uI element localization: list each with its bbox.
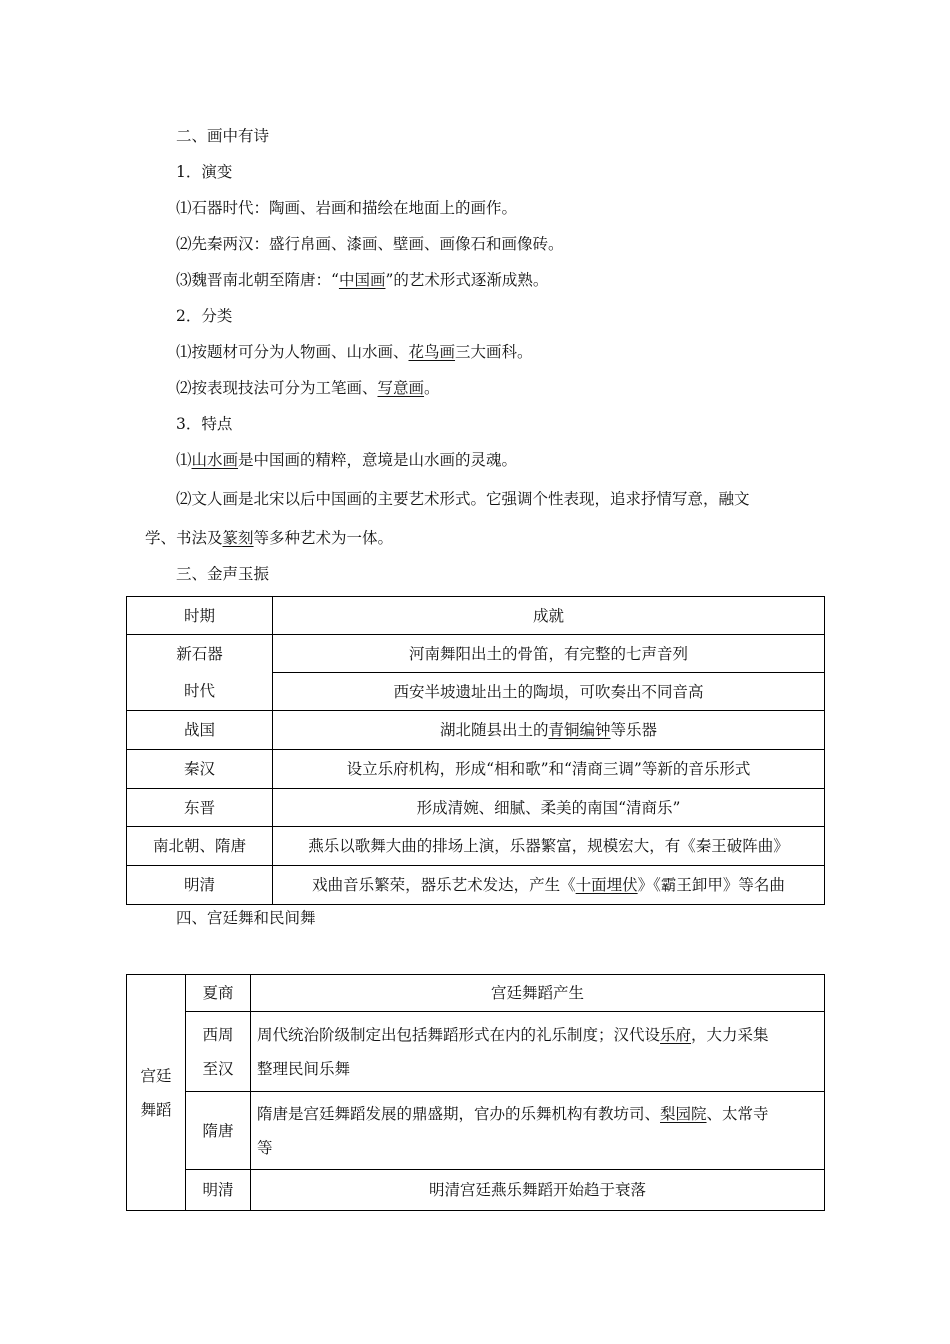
underlined-term: 梨园院 bbox=[660, 1104, 707, 1123]
underlined-term: 花鸟画 bbox=[408, 343, 456, 361]
underlined-term: 写意画 bbox=[377, 379, 425, 397]
description-cell: 隋唐是宫廷舞蹈发展的鼎盛期，官办的乐舞机构有教坊司、梨园院、太常寺 等 bbox=[251, 1092, 825, 1170]
court-dance-table bbox=[126, 974, 825, 1211]
table-row bbox=[127, 789, 825, 827]
paragraph-landscape: ⑴山水画是中国画的精粹，意境是山水画的灵魂。 bbox=[176, 451, 518, 469]
period-cell: 隋唐 bbox=[186, 1092, 251, 1170]
paragraph-literati-line2: 学、书法及篆刻等多种艺术为一体。 bbox=[145, 529, 394, 547]
paragraph-qin-han: ⑵先秦两汉：盛行帛画、漆画、壁画、画像石和画像砖。 bbox=[176, 235, 564, 253]
paragraph-stone-age: ⑴石器时代：陶画、岩画和描绘在地面上的画作。 bbox=[176, 199, 518, 217]
achievement-cell: 燕乐以歌舞大曲的排场上演，乐器繁富，规模宏大，有《秦王破阵曲》 bbox=[273, 827, 825, 866]
underlined-term: 乐府 bbox=[660, 1025, 692, 1044]
table-row bbox=[127, 1092, 825, 1170]
table-row bbox=[127, 750, 825, 789]
table-row bbox=[127, 1012, 825, 1092]
description-cell: 周代统治阶级制定出包括舞蹈形式在内的礼乐制度；汉代设乐府，大力采集 整理民间乐舞 bbox=[251, 1012, 825, 1092]
period-cell: 秦汉 bbox=[127, 750, 273, 789]
underlined-term: 十面埋伏 bbox=[575, 876, 638, 894]
music-history-table bbox=[126, 596, 825, 905]
header-period: 时期 bbox=[127, 597, 273, 635]
header-achievement: 成就 bbox=[273, 597, 825, 635]
underlined-term: 青铜编钟 bbox=[548, 721, 611, 739]
period-cell: 明清 bbox=[186, 1170, 251, 1211]
achievement-cell: 形成清婉、细腻、柔美的南国“清商乐” bbox=[273, 789, 825, 827]
table-header-row bbox=[127, 597, 825, 635]
subheading-evolution: 1．演变 bbox=[176, 163, 233, 181]
period-cell: 明清 bbox=[127, 866, 273, 905]
period-cell: 战国 bbox=[127, 711, 273, 750]
paragraph-literati-line1: ⑵文人画是北宋以后中国画的主要艺术形式。它强调个性表现，追求抒情写意，融文 bbox=[176, 490, 750, 508]
period-cell: 新石器 时代 bbox=[127, 635, 273, 711]
table-row bbox=[127, 866, 825, 905]
section-heading-4: 四、宫廷舞和民间舞 bbox=[176, 909, 316, 927]
achievement-cell: 戏曲音乐繁荣，器乐艺术发达，产生《十面埋伏》《霸王卸甲》等名曲 bbox=[273, 866, 825, 905]
section-heading-3: 三、金声玉振 bbox=[176, 565, 270, 583]
description-cell: 宫廷舞蹈产生 bbox=[251, 975, 825, 1012]
period-cell: 西周 至汉 bbox=[186, 1012, 251, 1092]
achievement-cell: 湖北随县出土的青铜编钟等乐器 bbox=[273, 711, 825, 750]
description-cell: 明清宫廷燕乐舞蹈开始趋于衰落 bbox=[251, 1170, 825, 1211]
table-row bbox=[127, 1170, 825, 1211]
paragraph-wei-jin: ⑶魏晋南北朝至隋唐：“中国画”的艺术形式逐渐成熟。 bbox=[176, 271, 549, 289]
underlined-term: 山水画 bbox=[191, 451, 239, 469]
achievement-cell: 西安半坡遗址出土的陶埙，可吹奏出不同音高 bbox=[273, 673, 825, 711]
section-heading-2: 二、画中有诗 bbox=[176, 127, 270, 145]
underlined-term: 中国画 bbox=[338, 271, 386, 289]
subheading-features: 3．特点 bbox=[176, 415, 233, 433]
period-cell: 南北朝、隋唐 bbox=[127, 827, 273, 866]
period-cell: 夏商 bbox=[186, 975, 251, 1012]
table-row bbox=[127, 827, 825, 866]
paragraph-by-subject: ⑴按题材可分为人物画、山水画、花鸟画三大画科。 bbox=[176, 343, 533, 361]
achievement-cell: 设立乐府机构，形成“相和歌”和“清商三调”等新的音乐形式 bbox=[273, 750, 825, 789]
paragraph-by-technique: ⑵按表现技法可分为工笔画、写意画。 bbox=[176, 379, 440, 397]
table-row bbox=[127, 711, 825, 750]
group-cell: 宫廷 舞蹈 bbox=[127, 975, 186, 1211]
table-row bbox=[127, 975, 825, 1012]
table-row bbox=[127, 635, 825, 673]
period-cell: 东晋 bbox=[127, 789, 273, 827]
achievement-cell: 河南舞阳出土的骨笛，有完整的七声音列 bbox=[273, 635, 825, 673]
subheading-classification: 2．分类 bbox=[176, 307, 233, 325]
underlined-term: 篆刻 bbox=[222, 529, 254, 547]
